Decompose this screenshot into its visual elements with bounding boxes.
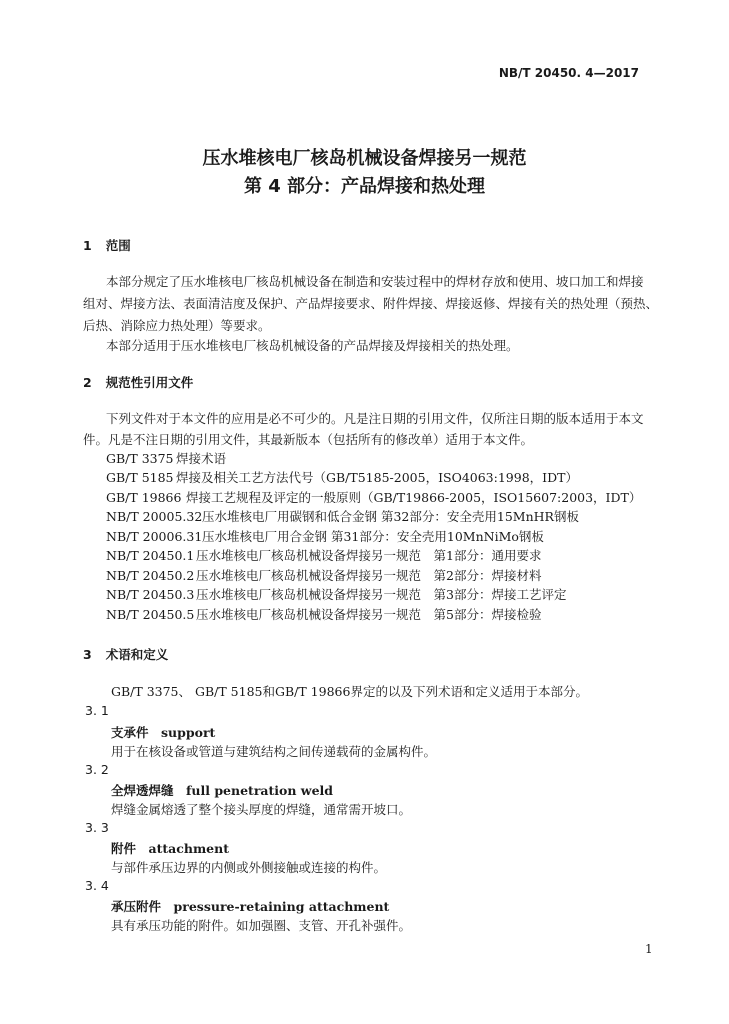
reference-item: [106, 468, 578, 486]
reference-item: [106, 566, 541, 584]
term-definition: 用于在核设备或管道与建筑结构之间传递载荷的金属构件。: [111, 744, 437, 759]
reference-code: GB/T 3375: [106, 451, 174, 466]
section-3-heading: [83, 645, 168, 663]
page-number: 1: [645, 942, 653, 956]
reference-code: NB/T 20450.2: [106, 568, 195, 583]
standard-title: 压水堆核电厂核岛机械设备焊接另一规范: [202, 148, 527, 169]
reference-item: [106, 585, 566, 603]
document-number: NB/T 20450. 4—2017: [498, 66, 639, 80]
term-number: 3. 2: [85, 762, 109, 777]
reference-title: 压水堆核电厂用合金钢 第31部分：安全壳用10MnNiMo钢板: [202, 529, 544, 544]
term-number: 3. 3: [85, 820, 109, 835]
reference-title: 压水堆核电厂核岛机械设备焊接另一规范 第5部分：焊接检验: [196, 607, 542, 622]
paragraph-line: 下列文件对于本文件的应用是必不可少的。凡是注日期的引用文件，仅所注日期的版本适用于本文: [106, 411, 644, 426]
term-name: 附件 attachment: [111, 841, 229, 856]
reference-code: NB/T 20450.3: [106, 587, 195, 602]
reference-item: [106, 449, 226, 467]
reference-title: 焊接工艺规程及评定的一般原则（GB/T19866-2005，ISO15607:2003，IDT）: [186, 490, 642, 505]
reference-title: 焊接术语: [176, 451, 227, 466]
section-title: 规范性引用文件: [105, 375, 194, 390]
term-name: 全焊透焊缝 full penetration weld: [111, 783, 334, 798]
part-title: 第 4 部分：产品焊接和热处理: [243, 176, 486, 197]
reference-code: GB/T 19866: [106, 490, 182, 505]
section-title: 范围: [105, 238, 131, 253]
term-definition: 焊缝金属熔透了整个接头厚度的焊缝，通常需开坡口。: [111, 802, 412, 817]
term-number: 3. 4: [85, 878, 109, 893]
term-definition: 与部件承压边界的内侧或外侧接触或连接的构件。: [111, 860, 387, 875]
reference-item: [106, 527, 544, 545]
section-number: 1: [83, 238, 92, 253]
term-name: 承压附件 pressure-retaining attachment: [111, 899, 390, 914]
reference-title: 压水堆核电厂核岛机械设备焊接另一规范 第3部分：焊接工艺评定: [196, 587, 567, 602]
paragraph-line: 本部分适用于压水堆核电厂核岛机械设备的产品焊接及焊接相关的热处理。: [106, 338, 519, 353]
reference-code: NB/T 20006.31: [106, 529, 203, 544]
paragraph-line: GB/T 3375、 GB/T 5185和GB/T 19866界定的以及下列术语和定义适用于本部分。: [111, 684, 588, 699]
section-number: 3: [83, 647, 92, 662]
reference-code: NB/T 20450.5: [106, 607, 195, 622]
paragraph-line: 本部分规定了压水堆核电厂核岛机械设备在制造和安装过程中的焊材存放和使用、坡口加工和焊接: [106, 274, 644, 289]
reference-title: 压水堆核电厂用碳钢和低合金钢 第32部分：安全壳用15MnHR钢板: [202, 509, 579, 524]
section-2-heading: [83, 373, 193, 391]
section-title: 术语和定义: [105, 647, 169, 662]
reference-item: [106, 605, 541, 623]
reference-item: [106, 546, 541, 564]
term-definition: 具有承压功能的附件。如加强圈、支管、开孔补强件。: [111, 918, 412, 933]
term-name: 支承件 support: [111, 725, 216, 740]
reference-item: [106, 507, 579, 525]
reference-item: [106, 488, 641, 506]
term-number: 3. 1: [85, 703, 109, 718]
reference-code: NB/T 20450.1: [106, 548, 195, 563]
paragraph-line: 组对、焊接方法、表面清洁度及保护、产品焊接要求、附件焊接、焊接返修、焊接有关的热处理（预热、: [83, 296, 659, 311]
reference-title: 压水堆核电厂核岛机械设备焊接另一规范 第2部分：焊接材料: [196, 568, 542, 583]
reference-title: 焊接及相关工艺方法代号（GB/T5185-2005，ISO4063:1998，IDT）: [176, 470, 578, 485]
section-1-heading: [83, 236, 131, 254]
paragraph-line: 件。凡是不注日期的引用文件，其最新版本（包括所有的修改单）适用于本文件。: [83, 432, 534, 447]
reference-code: NB/T 20005.32: [106, 509, 203, 524]
section-number: 2: [83, 375, 92, 390]
reference-code: GB/T 5185: [106, 470, 174, 485]
paragraph-line: 后热、消除应力热处理）等要求。: [83, 318, 271, 333]
reference-title: 压水堆核电厂核岛机械设备焊接另一规范 第1部分：通用要求: [196, 548, 542, 563]
